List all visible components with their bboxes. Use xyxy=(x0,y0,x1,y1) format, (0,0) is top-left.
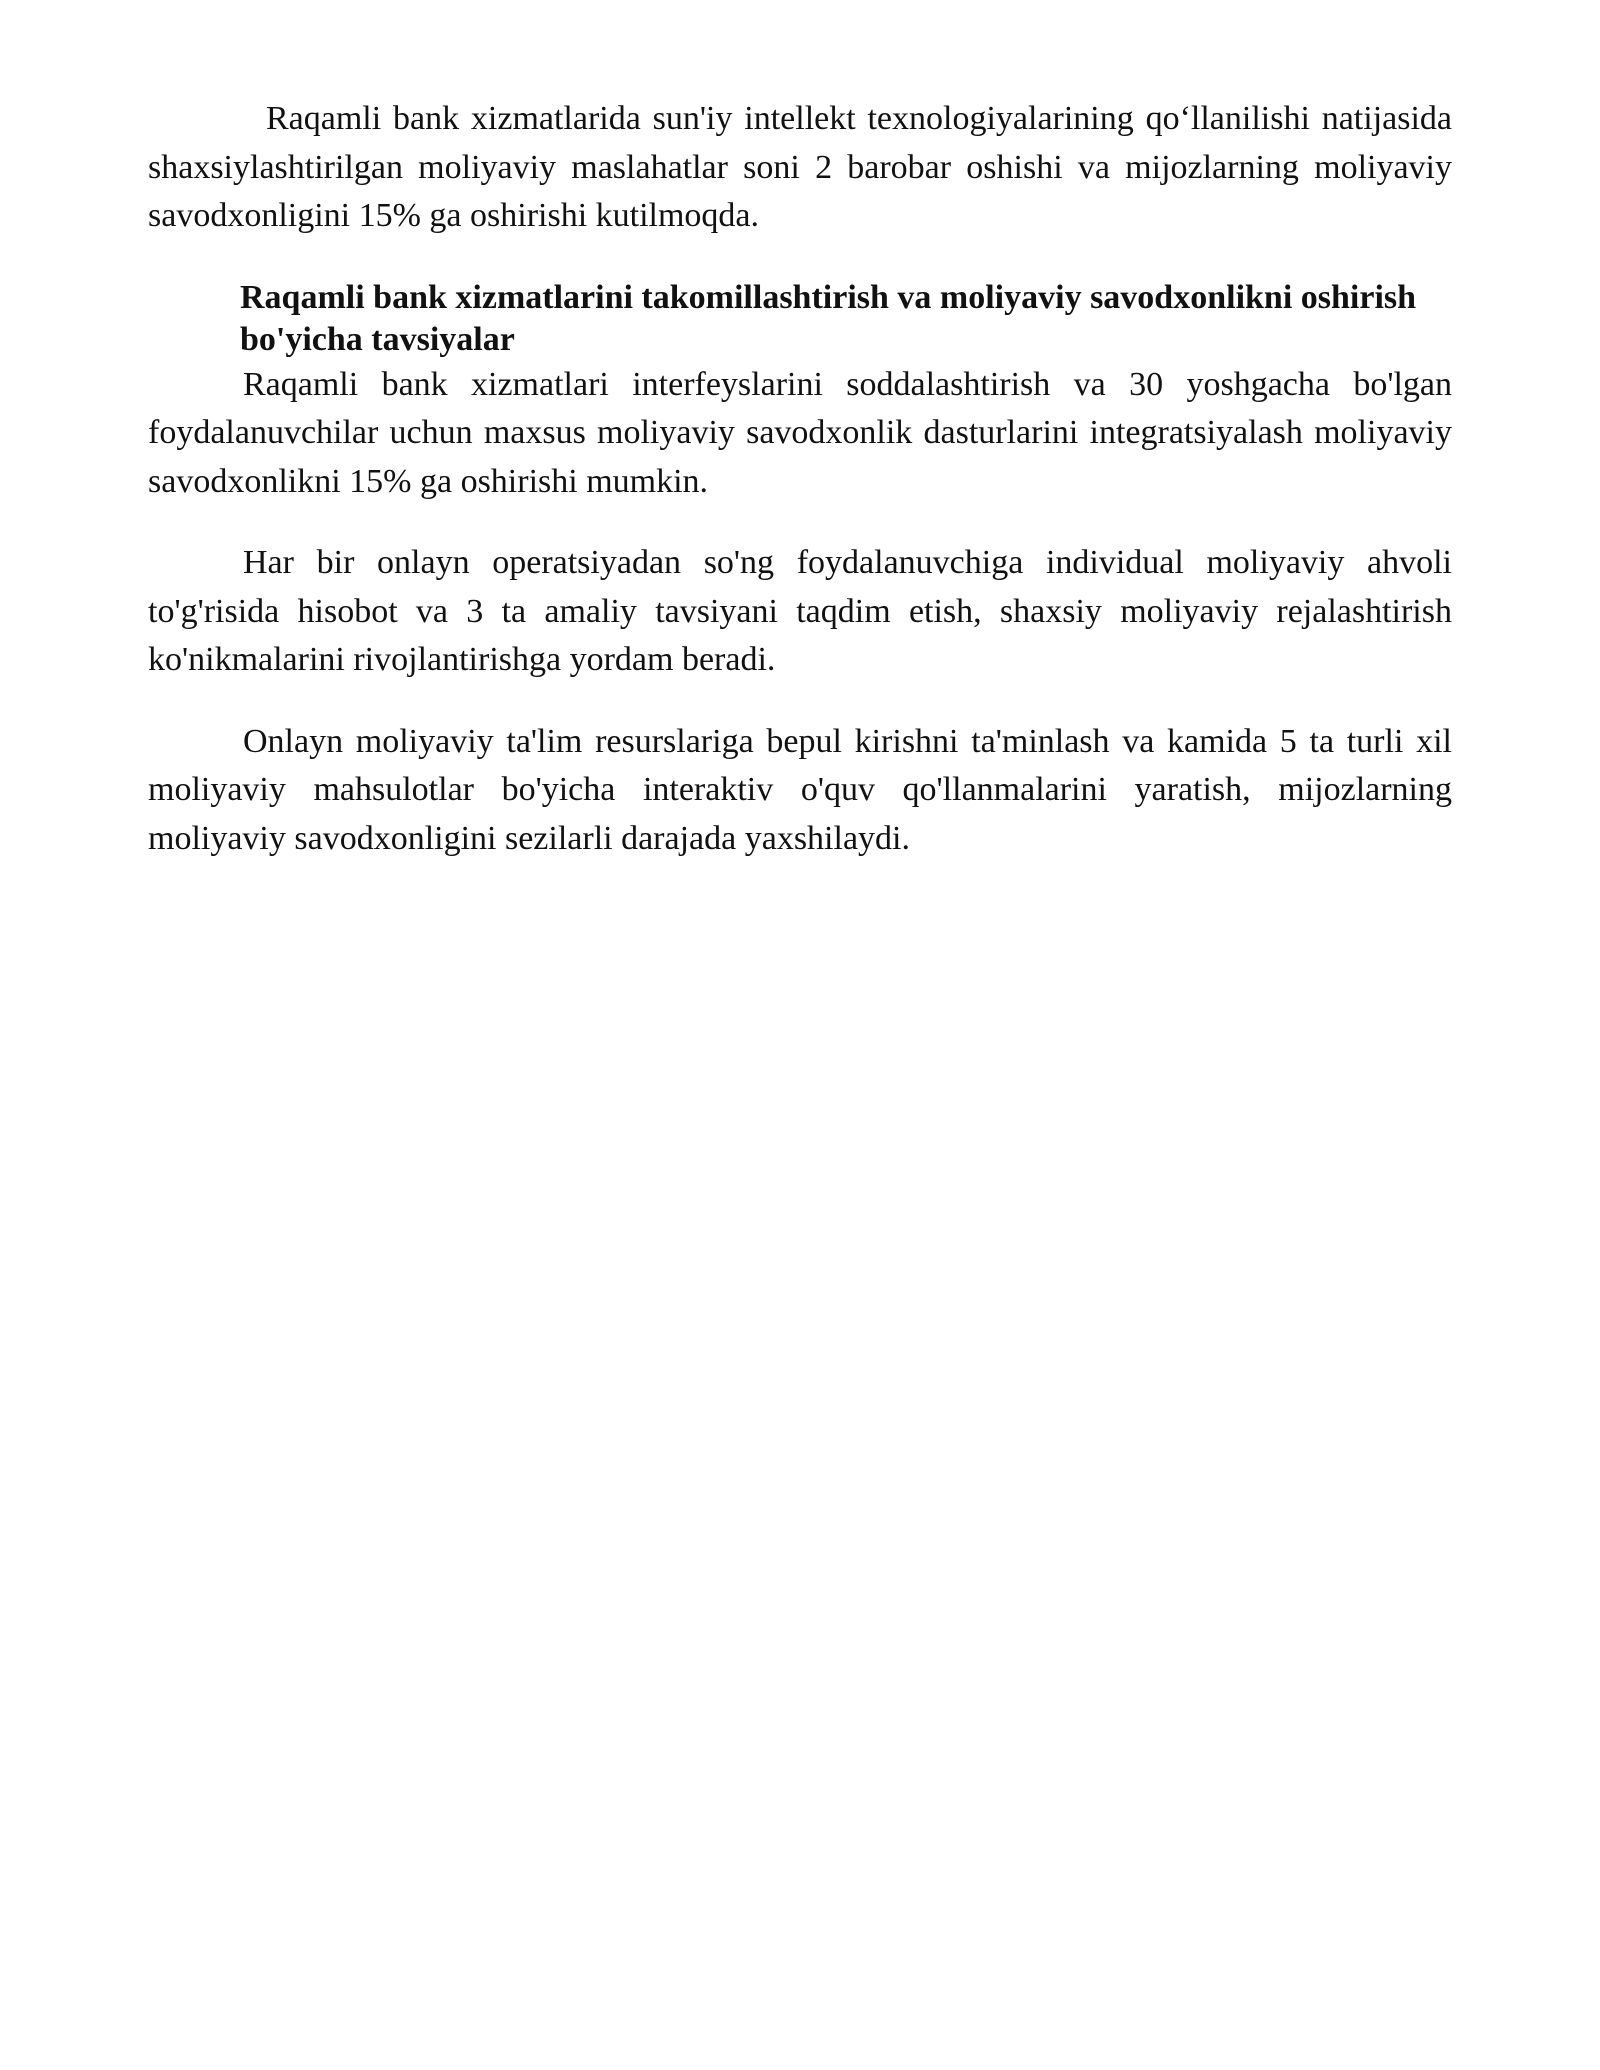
recommendation-paragraph-3: Onlayn moliyaviy ta'lim resurslariga bepul kirishni ta'minlash va kamida 5 ta turli xil moliyaviy mahsulotlar bo'yicha interaktiv o'quv qo'llanmalarini yaratish, mijozlarning moliyaviy savodxonligini sezilarli darajada yaxshilaydi. xyxy=(148,722,1452,857)
recommendation-paragraph-2: Har bir onlayn operatsiyadan so'ng foydalanuvchiga individual moliyaviy ahvoli to'g'risida hisobot va 3 ta amaliy tavsiyani taqdim etish, shaxsiy moliyaviy rejalashtirish ko'nikmalarini rivojlantirishga yordam beradi. xyxy=(148,544,1452,678)
intro-paragraph: Raqamli bank xizmatlarida sun'iy intellekt texnologiyalarining qo‘llanilishi natijasida shaxsiylashtirilgan moliyaviy maslahatlar soni 2 barobar oshishi va mijozlarning moliyaviy savodxonligini 15% ga oshirishi kutilmoqda. xyxy=(148,100,1452,234)
section-heading: Raqamli bank xizmatlarini takomillashtirish va moliyaviy savodxonlikni oshirish bo'yicha tavsiyalar xyxy=(240,278,1417,358)
recommendation-paragraph-1: Raqamli bank xizmatlari interfeyslarini soddalashtirish va 30 yoshgacha bo'lgan foydalanuvchilar uchun maxsus moliyaviy savodxonlik dasturlarini integratsiyalash moliyaviy savodxonlikni 15% ga oshirishi mumkin. xyxy=(148,365,1452,500)
document-body xyxy=(148,95,1452,863)
